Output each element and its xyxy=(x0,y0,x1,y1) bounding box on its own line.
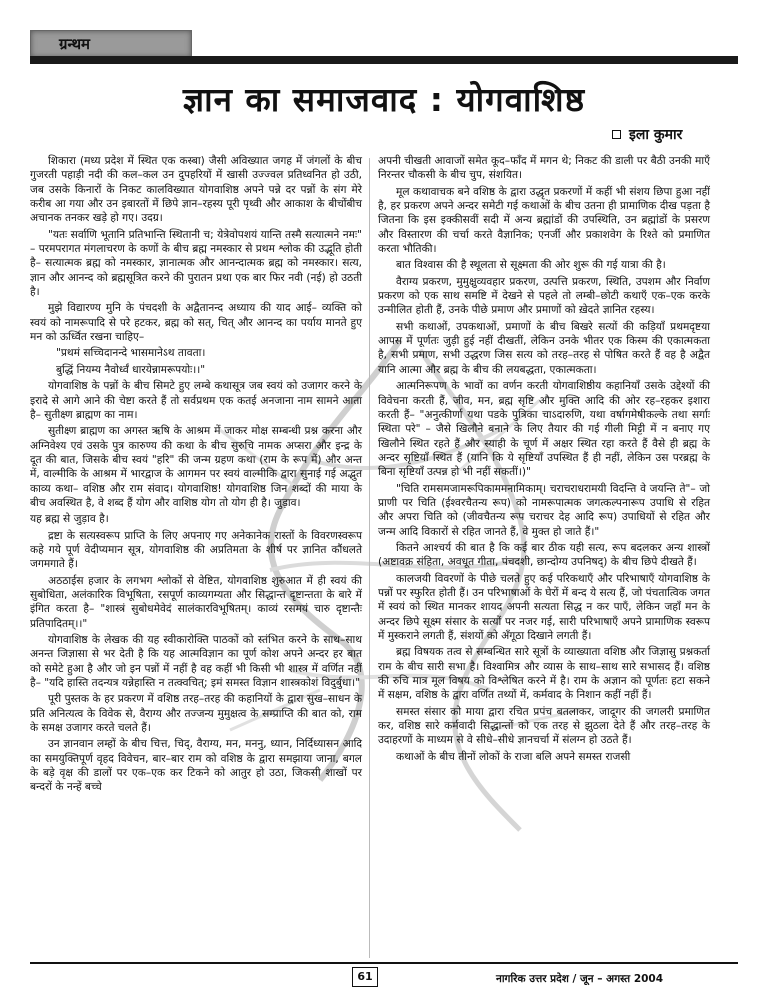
paragraph: "प्रथमं सच्चिदानन्दे भासमानेऽथ तावता। xyxy=(56,347,206,360)
paragraph: मूल कथावाचक बने वशिष्ठ के द्वारा उद्धृत प्रकरणों में कहीं भी संशय छिपा हुआ नहीं है, हर प्रकरण अपने अन्दर समेटी गई कथाओं के बीच उतना ही प्रामाणिक दीख पड़ता है जितना कि इस इक्कीसवीं सदी में अन्य ब्रह्मांडों की उपस्थिति, उन ब्रह्मांडों के प्रसरण और विस्तारण की चर्चा करते वैज्ञानिक; एनर्जी और प्रकाशवेग के रिश्ते को प्रमाणित करता भौतिकी। xyxy=(378,185,710,256)
publication-footer: नागरिक उत्तर प्रदेश / जून – अगस्त 2004 xyxy=(496,973,664,985)
paragraph: योगवाशिष्ठ के पन्नों के बीच सिमटे हुए लम्बे कथासूत्र जब स्वयं को उजागर करने के इरादे से आगे आने की चेष्टा करते हैं तो सर्वप्रथम एक कतई अनजाना नाम सामने आता है– सुतीक्ष्ण ब्राह्मण का नाम। xyxy=(30,380,362,421)
paragraph: सुतीक्ष्ण ब्राह्मण का अगस्त ऋषि के आश्रम में जाकर मोक्ष सम्बन्धी प्रश्न करना और अग्निवेश्य एवं उसके पुत्र कारुण्य की कथा के बीच सुरुचि नामक अप्सरा और इन्द्र के दूत की बात, जिसके बीच स्वयं "हरि" की जन्म ग्रहण कथा (राम के रूप में) और अन्त में, वाल्मीकि के आश्रम में भारद्वाज के आगमन पर स्वयं वाल्मीकि द्वारा सुनाई गई अद्भुत काव्य कथा– वशिष्ठ और राम संवाद। योगवाशिष्ठ! योगवाशिष्ठ जिन शब्दों की माया के बीच अवस्थित है, वे शब्द हैं योग और वाशिष्ठ योग तो योग ही है। जुड़ाव। xyxy=(30,425,362,509)
paragraph: बात विश्वास की है स्थूलता से सूक्ष्मता की ओर शुरू की गई यात्रा की है। xyxy=(396,259,666,272)
paragraph: पूरी पुस्तक के हर प्रकरण में वशिष्ठ तरह–तरह की कहानियों के द्वारा सुख–साधन के प्रति अनित्यत्व के विवेक से, वैराग्य और तज्जन्य मुमुक्षत्व के सम्प्राप्ति की बात को, राम के समक्ष उजागर करते चलते हैं। xyxy=(30,693,362,735)
paragraph: मुझे विद्यारण्य मुनि के पंचदशी के अद्वैतानन्द अध्याय की याद आई– व्यक्ति को स्वयं को नामरूपादि से परे हटकर, ब्रह्म को सत्, चित् और आनन्द का पर्याय मानते हुए मन को ऊर्ध्वित रखना चाहिए– xyxy=(30,302,362,344)
paragraph: अपनी चीखती आवाजों समेत कूद–फाँद में मगन थे; निकट की डाली पर बैठी उनकी माएँ निरन्तर चौकसी के बीच चुप, संशयित। xyxy=(378,155,710,182)
paragraph: सभी कथाओं, उपकथाओं, प्रमाणों के बीच बिखरे सत्यों की कड़ियाँ प्रथमदृष्टया आपस में पूर्णतः जुड़ी हुई नहीं दीखतीं, लेकिन उनके भीतर एक किस्म की एकात्मकता है, सभी प्रमाण, सभी उद्धरण जिस सत्य को तरह–तरह से पोषित करते हैं वह है अद्वैत यानि आत्मा और ब्रह्म के बीच की लयबद्धता, एकात्मकता। xyxy=(378,320,710,376)
author-name: इला कुमार xyxy=(629,127,683,143)
paragraph: वैराग्य प्रकरण, मुमुक्षुव्यवहार प्रकरण, उत्पत्ति प्रकरण, स्थिति, उपशम और निर्वाण प्रकरण को एक साथ समष्टि में देखने से पहले तो लम्बी–छोटी कथाएँ एक–एक करके उन्मीलित होती हैं, उनके पीछे प्रमाण और प्रमाणों को ख़ेदते ज्ञानित रहस्य। xyxy=(378,275,710,317)
left-column xyxy=(30,154,362,797)
byline-square-icon xyxy=(612,130,621,139)
footer-rule xyxy=(30,962,738,964)
section-tag-label: ग्रन्थम xyxy=(59,35,91,53)
paragraph: यह ब्रह्म से जुड़ाव है। xyxy=(30,513,109,526)
paragraph: ब्रह्म विषयक तत्व से सम्बन्धित सारे सूत्रों के व्याख्याता वशिष्ठ और जिज्ञासु प्रश्नकर्ता राम के बीच सारी सभा है। विश्वामित्र और व्यास के साथ–साथ सारे सभासद हैं। वशिष्ठ की रुचि मात्र मूल विषय को विश्लेषित करने में है। राम के अज्ञान को पूर्णतः हटा सकने में सक्षम, वशिष्ठ के द्वारा वर्णित तथ्यों में, कर्मवाद के निशान कहीं नहीं हैं। xyxy=(378,646,710,702)
paragraph: कथाओं के बीच तीनों लोकों के राजा बलि अपने समस्त राजसी xyxy=(396,750,631,763)
article-title: ज्ञान का समाजवाद : योगवाशिष्ठ xyxy=(182,80,586,119)
section-tag xyxy=(30,30,192,58)
paragraph: बुद्धिं नियम्य नैवोर्ध्वं धारयेन्नामरूपयोः।।" xyxy=(56,363,206,376)
paragraph: उन ज्ञानवान लम्हों के बीच चित्त, चिद्, वैराग्य, मन, मननु, ध्यान, निर्दिध्यासन आदि का समयुक्तिपूर्ण वृहद विवेचन, बार–बार राम को वशिष्ठ के द्वारा समझाया जाना, बगल के बड़े वृक्ष की डालों पर एक–एक कर टिकने को आतुर हो उठा, जिकसी शाखों पर बन्दरों के नन्हें बच्चे xyxy=(30,738,362,794)
column-divider xyxy=(369,158,370,958)
paragraph: "चिति रामसमजामरूपिकाममनामिकाम्। चराचराधरामयी विदन्ति वे जयन्ति ते"– जो प्राणी पर चिति (ईश्वरचैतन्य रूप) को नामरूपात्मक जगत्कल्पनारूप उपाधि से रहित और अपरा चिति को (जीवचैतन्य रूप चराचर देह आदि रूप) उपाधियों से रहित और जन्म आदि विकारों से रहित जानते हैं, वे मुक्त हो जाते हैं।" xyxy=(378,482,710,538)
byline xyxy=(612,125,682,144)
paragraph: "यतः सर्वाणि भूतानि प्रतिभान्ति स्थितानी च; येत्रेवोपशयं यान्ति तस्मै सत्यात्मने नमः" – परमपरागत मंगलाचरण के कणों के बीच ब्रह्म नमस्कार से प्रथम श्लोक की उद्भूति होती है– सत्यात्मक ब्रह्म को नमस्कार, ज्ञानात्मक और आनन्दात्मक ब्रह्म को नमस्कार। सत्य, ज्ञान और आनन्द को ब्रह्मसूत्रित करने की पुरातन प्रथा एक बार फिर नवी (नई) हो उठती है। xyxy=(30,228,362,299)
paragraph: द्रष्टा के सत्यस्वरूप प्राप्ति के लिए अपनाए गए अनेकानेक रास्तों के विवरणस्वरूप कहे गये पूर्ण वेदीप्यमान सूत्र, योगवाशिष्ठ की अप्रतिमता के शीर्ष पर ज्ञानित कौंधलते जगमगाते हैं। xyxy=(30,529,362,571)
paragraph: शिकारा (मध्य प्रदेश में स्थित एक कस्बा) जैसी अविख्यात जगह में जंगलों के बीच गुजरती पहाड़ी नदी की कल–कल उन दुपहरियों में खासी उज्ज्वल प्रतिध्वनित हो उठी, जब उसके किनारों के निकट कालविख्यात योगवाशिष्ठ अपने पन्ने दर पन्नों के संग मेरे करीब आ गया और उन इबारतों में छिपे ज्ञान–रहस्य पूरी पृथ्वी और आकाश के बीचोंबीच अचानक तनकर खड़े हो गए। उदग्र। xyxy=(30,155,362,225)
paragraph: कितने आश्चर्य की बात है कि कई बार ठीक यही सत्य, रूप बदलकर अन्य शास्त्रों (अष्टावक्र संहिता, अवधूत गीता, पंचदशी, छान्दोग्य उपनिषद्) के बीच छिपे दीखते हैं। xyxy=(378,541,710,569)
page-number: 61 xyxy=(352,967,378,987)
paragraph: कालजयी विवरणों के पीछे चलते हुए कई परिकथाएँ और परिभाषाएँ योगवाशिष्ठ के पन्नों पर स्फुरित होती हैं। उन परिभाषाओं के घेरों में बन्द ये सत्य हैं, जो पंचतात्विक जगत में स्वयं को स्थित मानकर शायद अपनी सत्यता सिद्ध न कर पाएँ, लेकिन जहाँ मन के अन्दर छिपे सूक्ष्म संसार के सत्यों पर नजर गई, सारी परिभाषाएँ अपने प्रामाणिक स्वरूप में मुस्कराने लगती हैं, संशयों को अँगूठा दिखाने लगती हैं। xyxy=(378,572,710,642)
paragraph: योगवाशिष्ठ के लेखक की यह स्वीकारोक्ति पाठकों को स्तंभित करने के साथ–साथ अनन्त जिज्ञासा से भर देती है कि यह आत्मविज्ञान का पूर्ण कोश अपने अन्दर हर बात को समेटे हुआ है और जो इन पन्नों में नहीं है वह कहीं भी किसी भी शास्त्र में वर्णित नहीं है– "यदि हास्ति तदन्यत्र यन्नेहास्ति न तत्क्वचित्; इमं समस्त विज्ञान शास्त्रकोशं विदुर्बुधा।" xyxy=(30,634,362,690)
right-column xyxy=(378,154,710,766)
header-rule xyxy=(30,56,738,64)
paragraph: आत्मनिरूपण के भावों का वर्णन करती योगवाशिष्ठीय कहानियाँ उसके उद्देश्यों की विवेचना करती हैं, जीव, मन, ब्रह्म सृष्टि और मुक्ति आदि की ओर रह–रहकर इशारा करती हैं– "अनुत्कीर्णा यथा पडके पुत्रिका चाऽदारुणि, यथा वर्षागमेषीकल्के तथा सर्गाः स्थिता परे" – जैसे खिलौने बनाने के लिए तैयार की गई गीली मिट्टी में न बनाए गए खिलौने स्थित रहते हैं और स्याही के चूर्ण में अक्षर स्थित रहा करते हैं वैसे ही ब्रह्म के अन्दर सृष्टियाँ स्थित हैं (यानि कि ये सृष्टियाँ उपस्थित हैं ही नहीं, लेकिन उस परब्रह्म के बिना सृष्टियाँ उत्पन्न हो भी नहीं सकतीं।)" xyxy=(378,380,710,479)
paragraph: अठठाईस हजार के लगभग श्लोकों से वेष्टित, योगवाशिष्ठ शुरुआत में ही स्वयं की सुबोधिता, अलंकारिक विभूषिता, रसपूर्ण काव्यगम्यता और सिद्धान्त दृष्टान्तता के बारे में इंगित करता है– "शास्त्रं सुबोधमेवेदं सालंकारविभूषितम्। काव्यं रसमयं चारु दृष्टान्तैः प्रतिपादितम्।।" xyxy=(30,574,362,630)
paragraph: समस्त संसार को माया द्वारा रचित प्रपंच बतलाकर, जादूगर की जगलरी प्रमाणित कर, वशिष्ठ सारे कर्मवादी सिद्धान्तों को एक तरह से झुठला देते हैं और तरह–तरह के उदाहरणों के माध्यम से वे सीधे–सीधे ज्ञानचर्चा में संलग्न हो उठते हैं। xyxy=(378,705,710,747)
